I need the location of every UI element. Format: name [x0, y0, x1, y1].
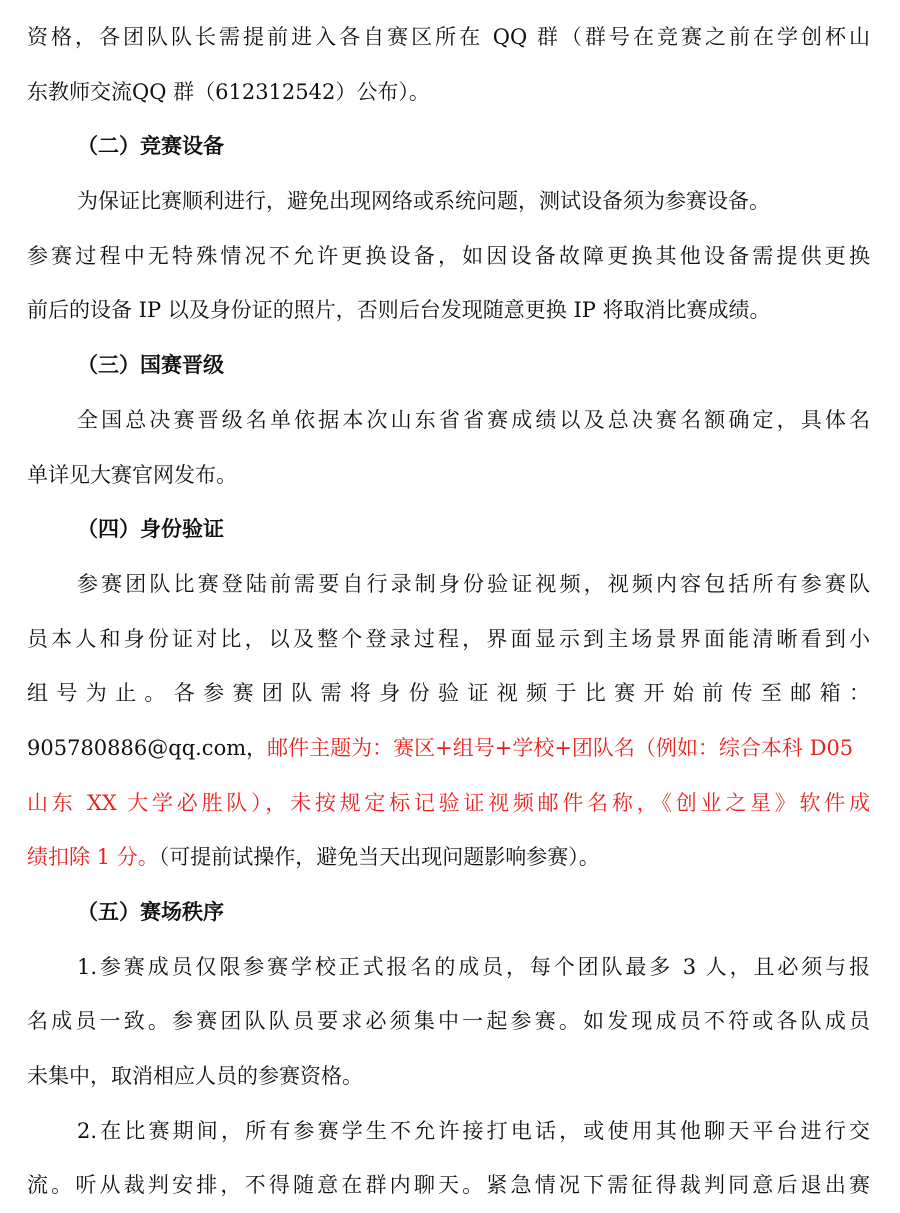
paragraph-line: 资格，各团队队长需提前进入各自赛区所在 QQ 群（群号在竞赛之前在学创杯山 [27, 25, 870, 49]
section-heading-national-promotion: （三）国赛晋级 [77, 352, 224, 378]
red-notice-text: 邮件主题为：赛区+组号+学校+团队名（例如：综合本科 D05 [267, 735, 854, 760]
paragraph-line: 单详见大赛官网发布。 [27, 462, 237, 487]
section-heading-equipment: （二）竞赛设备 [77, 133, 224, 159]
paragraph-line: 东教师交流QQ 群（612312542）公布）。 [27, 79, 430, 104]
paragraph-line: 名成员一致。参赛团队队员要求必须集中一起参赛。如发现成员不符或各队成员 [27, 1009, 870, 1034]
paragraph-line: 参赛过程中无特殊情况不允许更换设备，如因设备故障更换其他设备需提供更换 [27, 243, 870, 268]
paragraph-line: 全国总决赛晋级名单依据本次山东省省赛成绩以及总决赛名额确定，具体名 [77, 407, 870, 432]
paragraph-line: 组号为止。各参赛团队需将身份验证视频于比赛开始前传至邮箱： [27, 681, 870, 706]
note-text: （可提前试操作，避免当天出现问题影响参赛）。 [158, 845, 600, 870]
paragraph-line-email [27, 721, 870, 776]
paragraph-line: 为保证比赛顺利进行，避免出现网络或系统问题，测试设备须为参赛设备。 [77, 189, 770, 214]
paragraph-line: 前后的设备 IP 以及身份证的照片，否则后台发现随意更换 IP 将取消比赛成绩。 [27, 298, 771, 323]
paragraph-line-mixed [27, 830, 870, 885]
paragraph-line: 1.参赛成员仅限参赛学校正式报名的成员，每个团队最多 3 人，且必须与报 [77, 954, 870, 979]
red-notice-line: 山东 XX 大学必胜队），未按规定标记验证视频邮件名称，《创业之星》软件成 [27, 790, 870, 815]
paragraph-line: 参赛团队比赛登陆前需要自行录制身份验证视频，视频内容包括所有参赛队 [77, 571, 870, 596]
paragraph-line: 2.在比赛期间，所有参赛学生不允许接打电话，或使用其他聊天平台进行交 [77, 1118, 870, 1143]
paragraph-line: 未集中，取消相应人员的参赛资格。 [27, 1064, 363, 1089]
email-address-text: 905780886@qq.com， [27, 735, 268, 760]
paragraph-line: 流。听从裁判安排，不得随意在群内聊天。紧急情况下需征得裁判同意后退出赛 [27, 1173, 870, 1198]
paragraph-line: 员本人和身份证对比，以及整个登录过程，界面显示到主场景界面能清晰看到小 [27, 626, 870, 651]
section-heading-venue-order: （五）赛场秩序 [77, 899, 224, 924]
red-notice-text: 绩扣除 1 分。 [27, 845, 159, 870]
section-heading-identity-verification: （四）身份验证 [77, 516, 224, 542]
